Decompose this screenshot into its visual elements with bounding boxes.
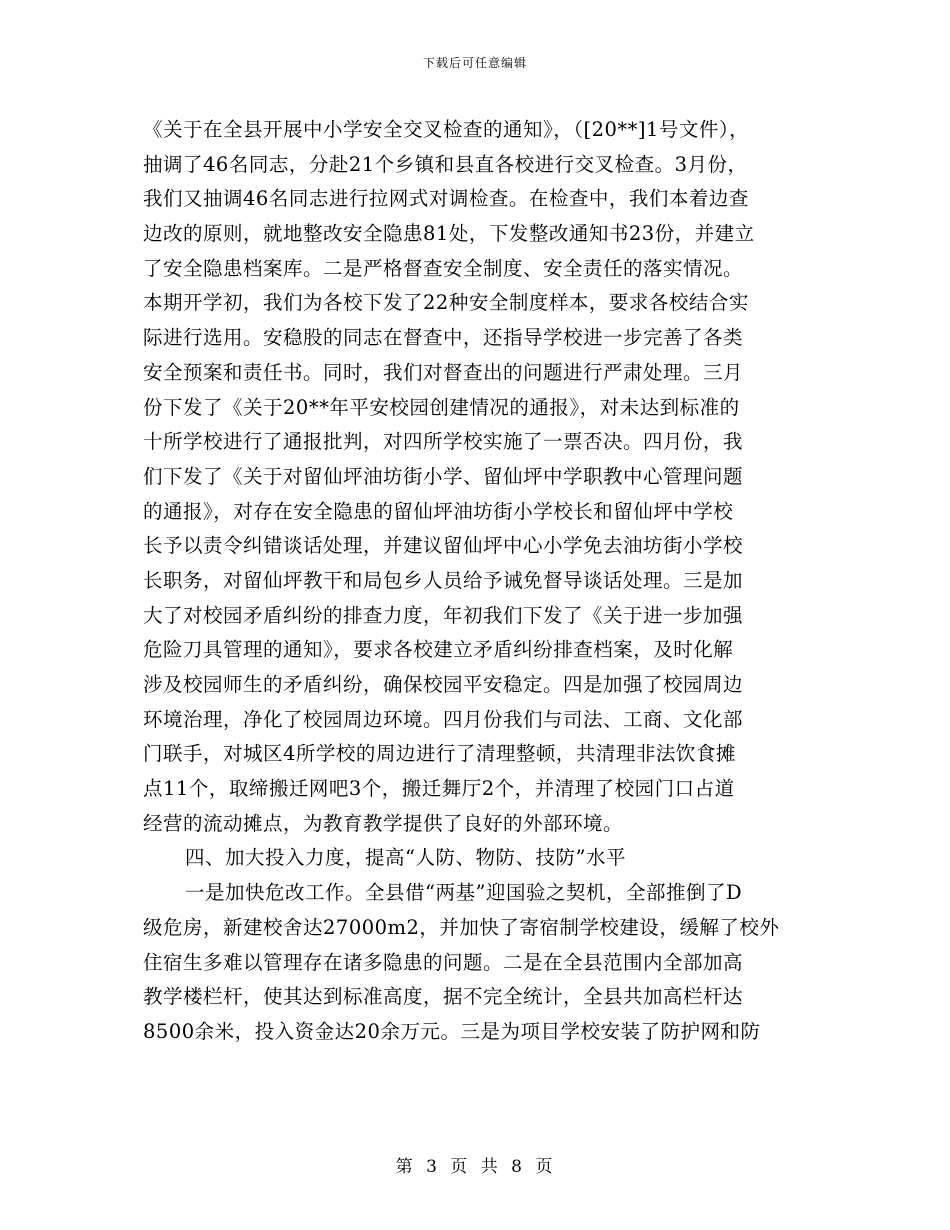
page-total: 8 bbox=[511, 1157, 524, 1177]
page-mid: 页 bbox=[450, 1157, 470, 1177]
page-prefix: 第 bbox=[395, 1157, 415, 1177]
body-line: 环境治理，净化了校园周边环境。四月份我们与司法、工商、文化部 bbox=[143, 707, 744, 731]
body-line: 点11个，取缔搬迁网吧3个，搬迁舞厅2个，并清理了校园门口占道 bbox=[143, 777, 735, 801]
header-note: 下载后可任意编辑 bbox=[422, 56, 527, 70]
section-line: 级危房，新建校舍达27000m2，并加快了寄宿制学校建设，缓解了校外 bbox=[143, 915, 780, 939]
section-line: 8500余米，投入资金达20余万元。三是为项目学校安装了防护网和防 bbox=[143, 1019, 761, 1043]
section-line: 一是加快危改工作。全县借“两基”迎国验之契机，全部推倒了D bbox=[185, 881, 743, 905]
body-line: 我们又抽调46名同志进行拉网式对调检查。在检查中，我们本着边查 bbox=[143, 187, 749, 211]
body-line: 《关于在全县开展中小学安全交叉检查的通知》，（[20**]1号文件）， bbox=[143, 118, 750, 141]
body-line: 长予以责令纠错谈话处理，并建议留仙坪中心小学免去油坊街小学校 bbox=[143, 534, 744, 558]
body-line: 抽调了46名同志，分赴21个乡镇和县直各校进行交叉检查。3月份， bbox=[143, 152, 748, 176]
body-line: 边改的原则，就地整改安全隐患81处，下发整改通知书23份，并建立 bbox=[143, 222, 755, 246]
body-line: 大了对校园矛盾纠纷的排查力度，年初我们下发了《关于进一步加强 bbox=[143, 603, 744, 627]
section-heading: 四、加大投入力度，提高“人防、物防、技防”水平 bbox=[185, 846, 626, 870]
body-line: 际进行选用。安稳股的同志在督查中，还指导学校进一步完善了各类 bbox=[143, 326, 744, 350]
page-footer bbox=[0, 1152, 950, 1177]
body-line: 们下发了《关于对留仙坪油坊街小学、留仙坪中学职教中心管理问题 bbox=[143, 464, 744, 488]
body-line: 涉及校园师生的矛盾纠纷，确保校园平安稳定。四是加强了校园周边 bbox=[143, 673, 744, 696]
page-total-prefix: 共 bbox=[480, 1157, 500, 1177]
body-line: 了安全隐患档案库。二是严格督查安全制度、安全责任的落实情况。 bbox=[143, 256, 744, 280]
body-line: 本期开学初，我们为各校下发了22种安全制度样本，要求各校结合实 bbox=[143, 291, 749, 315]
document-body bbox=[143, 113, 823, 1050]
body-line: 十所学校进行了通报批判，对四所学校实施了一票否决。四月份，我 bbox=[143, 430, 744, 454]
body-line: 门联手，对城区4所学校的周边进行了清理整顿，共清理非法饮食摊 bbox=[143, 742, 736, 766]
body-line: 长职务，对留仙坪教干和局包乡人员给予诫免督导谈话处理。三是加 bbox=[143, 568, 744, 592]
body-line: 安全预案和责任书。同时，我们对督查出的问题进行严肃处理。三月 bbox=[143, 360, 744, 384]
body-line: 份下发了《关于20**年平安校园创建情况的通报》，对未达到标准的 bbox=[143, 395, 740, 419]
section-line: 教学楼栏杆，使其达到标准高度，据不完全统计，全县共加高栏杆达 bbox=[143, 985, 744, 1009]
body-line: 经营的流动摊点，为教育教学提供了良好的外部环境。 bbox=[143, 811, 624, 835]
page-suffix: 页 bbox=[535, 1157, 555, 1177]
page-current: 3 bbox=[426, 1157, 439, 1177]
body-line: 的通报》，对存在安全隐患的留仙坪油坊街小学校长和留仙坪中学校 bbox=[143, 499, 734, 523]
body-line: 危险刀具管理的通知》，要求各校建立矛盾纠纷排查档案，及时化解 bbox=[143, 638, 734, 662]
section-line: 住宿生多难以管理存在诸多隐患的问题。二是在全县范围内全部加高 bbox=[143, 950, 744, 974]
